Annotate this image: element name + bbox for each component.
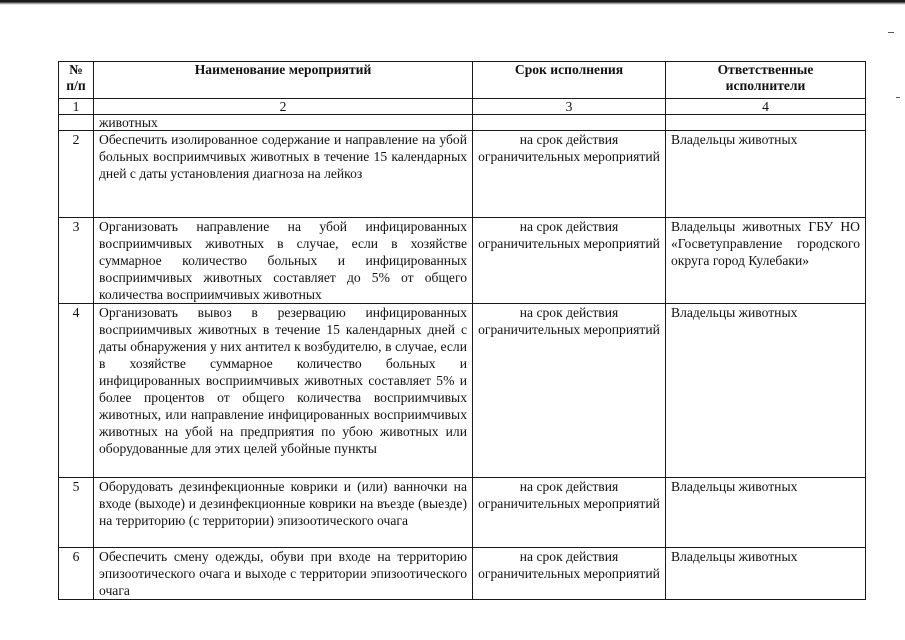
row-num <box>59 115 94 131</box>
row-term: на срок действия ограничительных мероприятий <box>473 131 666 218</box>
table-row-continued <box>59 115 866 131</box>
header-name: Наименование мероприятий <box>94 62 473 99</box>
row-name: Обеспечить изолированное содержание и направление на убой больных восприимчивых животных в течение 15 календарных дней с даты установления диагноза на лейкоз <box>94 131 473 218</box>
row-name: животных <box>94 115 473 131</box>
row-name: Организовать вывоз в резервацию инфицированных восприимчивых животных в течение 15 календарных дней с даты обнаружения у них антител к возбудителю, в случае, если в хозяйстве суммарное количество больных и инфицированных восприимчивых животных составляет 5% и более процентов от общего количества восприимчивых животных, или направление инфицированных восприимчивых животных на убой на предприятия по убою животных или оборудованные для этих целей убойные пункты <box>94 304 473 478</box>
column-index: 3 <box>473 99 666 115</box>
row-term: на срок действия ограничительных мероприятий <box>473 218 666 304</box>
measures-table <box>58 61 866 600</box>
row-num: 6 <box>59 548 94 600</box>
header-num <box>59 62 94 99</box>
row-responsible: Владельцы животных <box>666 131 866 218</box>
table-row <box>59 548 866 600</box>
table-row <box>59 478 866 548</box>
scan-speck <box>896 97 900 98</box>
header-term: Срок исполнения <box>473 62 666 99</box>
column-index: 2 <box>94 99 473 115</box>
row-num: 2 <box>59 131 94 218</box>
header-responsible <box>666 62 866 99</box>
scan-speck <box>888 32 894 33</box>
row-term <box>473 115 666 131</box>
table-row <box>59 218 866 304</box>
row-responsible <box>666 115 866 131</box>
row-num: 5 <box>59 478 94 548</box>
row-name: Оборудовать дезинфекционные коврики и (или) ванночки на входе (выходе) и дезинфекционные коврики на въезде (выезде) на территорию (с территории) эпизоотического очага <box>94 478 473 548</box>
row-term: на срок действия ограничительных мероприятий <box>473 548 666 600</box>
table-row <box>59 304 866 478</box>
table-row <box>59 131 866 218</box>
table-header-row <box>59 62 866 99</box>
row-responsible: Владельцы животных ГБУ НО «Госветуправление городского округа город Кулебаки» <box>666 218 866 304</box>
header-responsible-line: Ответственные <box>717 62 814 77</box>
row-name: Обеспечить смену одежды, обуви при входе на территорию эпизоотического очага и выходе с территории эпизоотического очага <box>94 548 473 600</box>
column-index-row <box>59 99 866 115</box>
header-num-line: № <box>69 62 83 77</box>
row-responsible: Владельцы животных <box>666 548 866 600</box>
row-name: Организовать направление на убой инфицированных восприимчивых животных в случае, если в хозяйстве суммарное количество больных и инфицированных восприимчивых животных составляет до 5% от общего количества восприимчивых животных <box>94 218 473 304</box>
header-responsible-line: исполнители <box>725 78 806 93</box>
row-num: 3 <box>59 218 94 304</box>
row-term: на срок действия ограничительных мероприятий <box>473 304 666 478</box>
row-responsible: Владельцы животных <box>666 304 866 478</box>
column-index: 4 <box>666 99 866 115</box>
row-term: на срок действия ограничительных мероприятий <box>473 478 666 548</box>
column-index: 1 <box>59 99 94 115</box>
header-num-line: п/п <box>66 78 86 93</box>
row-responsible: Владельцы животных <box>666 478 866 548</box>
scan-top-border <box>0 0 905 5</box>
row-num: 4 <box>59 304 94 478</box>
